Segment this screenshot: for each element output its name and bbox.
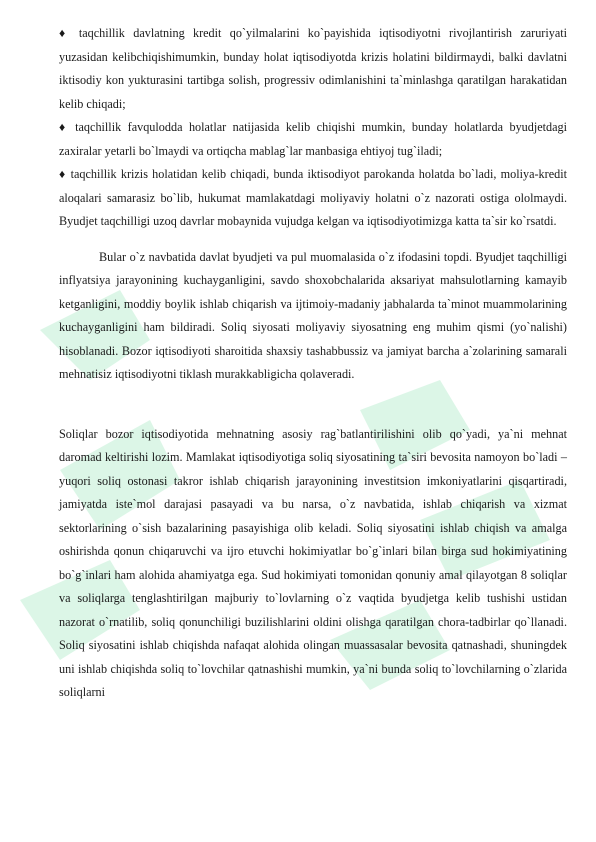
- diamond-bullet-icon: ♦: [59, 120, 69, 134]
- bullet-text: taqchillik davlatning kredit qo`yilmalarini ko`payishida iqtisodiyotni rivojlantirish zaruriyati yuzasidan kelibchiqishimumkin, bunday holat iqtisodiyotda krizis holatini bildirmaydi, balki davlatni iktisodiy kon yukturasini tartibga solish, progressiv odimlanishini ta`minlashga qaratilgan harakatidan kelib chiqadi;: [59, 26, 568, 111]
- bullet-text: taqchillik favqulodda holatlar natijasida kelib chiqishi mumkin, bunday holatlarda byudjetdagi zaxiralar yetarli bo`lmaydi va ortiqcha mablag`lar manbasiga ehtiyoj tug`iladi;: [59, 120, 568, 158]
- bullet-item: [59, 22, 567, 116]
- body-paragraph: Soliqlar bozor iqtisodiyotida mehnatning asosiy rag`batlantirilishini olib qo`yadi, ya`ni mehnat daromad keltirishi lozim. Mamlakat iqtisodiyotiga soliq siyosatining ta`siri bevosita namoyon bo`ladi – yuqori soliq ostonasi takror ishlab chiqarish jarayonining investitsion imkoniyatlarini qisqartiradi, jamiyatda iste`mol darajasi pasayadi va bu narsa, o`z navbatida, ishlab chiqarish va xizmat sektorlarining o`sish bazalarining pasayishiga olib keladi. Soliq siyosatini ishlab chiqish va amalga oshirishda qonun chiqaruvchi va ijro etuvchi hokimiyatlar bo`g`inlari bilan birga sud hokimiyatining bo`g`inlari ham alohida ahamiyatga ega. Sud hokimiyati tomonidan qonuniy amal qilayotgan 8 soliqlar va soliqlarga tenglashtirilgan majburiy to`lovlarning o`z vaqtida byudjetga kelib tushishi ustidan nazorat o`rnatilib, soliq qonunchiligi buzilishlarini oldini olishga qaratilgan chora-tadbirlar qo`llanadi. Soliq siyosatini ishlab chiqishda nafaqat alohida olingan muassasalar bevosita qatnashadi, shuningdek uni ishlab chiqishda soliq to`lovchilar qatnashishi mumkin, ya`ni bunda soliq to`lovchilarning o`zlarida soliqlarni: [59, 426, 567, 699]
- body-paragraph: Bular o`z navbatida davlat byudjeti va pul muomalasida o`z ifodasini topdi. Byudjet taqchilligi inflyatsiya jarayonining kuchayganligini, savdo shoxobchalarida aksariyat mahsulotlarning kamayib ketganligini, moddiy boylik ishlab chiqarish va ijtimoiy-madaniy jabhalarda ta`minot muammolarining kuchayganligini ham bildiradi. Soliq siyosati moliyaviy siyosatning eng muhim qismi (yo`nalishi) hisoblanadi. Bozor iqtisodiyoti sharoitida shaxsiy tashabbussiz va jamiyat barcha a`zolarining samarali mehnatisiz iqtisodiyotni tiklash murakkabligicha qolaveradi.: [59, 249, 567, 381]
- bullet-item: [59, 116, 567, 163]
- bullet-text: taqchillik krizis holatidan kelib chiqadi, bunda iktisodiyot parokanda holatda bo`ladi, moliya-kredit aloqalari samarasiz bo`lib, hukumat mamlakatdagi moliyaviy holatni o`z nazorati ostiga ololmaydi. Byudjet taqchilligi uzoq davrlar mobaynida vujudga kelgan va iqtisodiyotimizga katta ta`sir ko`rsatdi.: [59, 167, 567, 228]
- diamond-bullet-icon: ♦: [59, 26, 71, 40]
- diamond-bullet-icon: ♦: [59, 167, 67, 181]
- bullet-item: [59, 163, 567, 234]
- document-body: [59, 22, 567, 705]
